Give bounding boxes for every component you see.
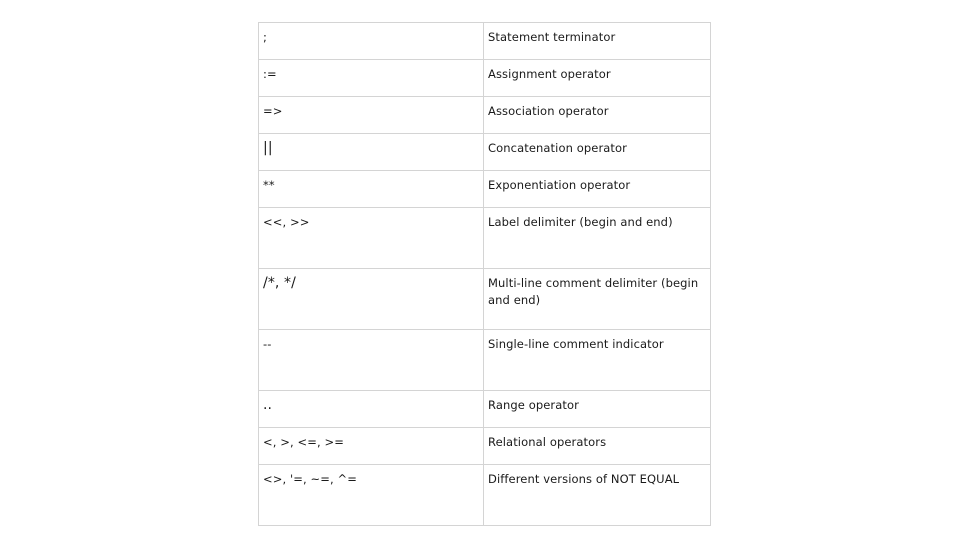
description-cell: Single-line comment indicator <box>484 330 711 391</box>
description-cell: Exponentiation operator <box>484 171 711 208</box>
symbol-text: /*, */ <box>263 275 296 291</box>
operators-table <box>258 22 711 526</box>
table-row <box>259 391 711 428</box>
symbol-text: .. <box>263 397 273 413</box>
symbol-cell: <>, '=, ~=, ^= <box>259 465 484 526</box>
symbol-cell: ; <box>259 23 484 60</box>
description-cell: Relational operators <box>484 428 711 465</box>
description-cell: Different versions of NOT EQUAL <box>484 465 711 526</box>
description-cell: Concatenation operator <box>484 134 711 171</box>
symbol-text: || <box>263 140 273 156</box>
symbol-cell <box>259 134 484 171</box>
description-cell: Association operator <box>484 97 711 134</box>
table-row <box>259 330 711 391</box>
table-row <box>259 465 711 526</box>
table-row <box>259 269 711 330</box>
symbol-cell <box>259 269 484 330</box>
description-cell: Range operator <box>484 391 711 428</box>
table-row <box>259 134 711 171</box>
table-row <box>259 208 711 269</box>
symbol-cell <box>259 391 484 428</box>
table-row <box>259 171 711 208</box>
description-cell: Multi-line comment delimiter (begin and end) <box>484 269 711 330</box>
table-row <box>259 60 711 97</box>
symbol-cell: <<, >> <box>259 208 484 269</box>
table-row <box>259 97 711 134</box>
symbol-cell: := <box>259 60 484 97</box>
description-cell: Assignment operator <box>484 60 711 97</box>
table-row <box>259 428 711 465</box>
symbol-cell: => <box>259 97 484 134</box>
symbol-cell: ** <box>259 171 484 208</box>
description-cell: Statement terminator <box>484 23 711 60</box>
description-cell: Label delimiter (begin and end) <box>484 208 711 269</box>
table-row <box>259 23 711 60</box>
symbol-cell: -- <box>259 330 484 391</box>
symbol-cell: <, >, <=, >= <box>259 428 484 465</box>
